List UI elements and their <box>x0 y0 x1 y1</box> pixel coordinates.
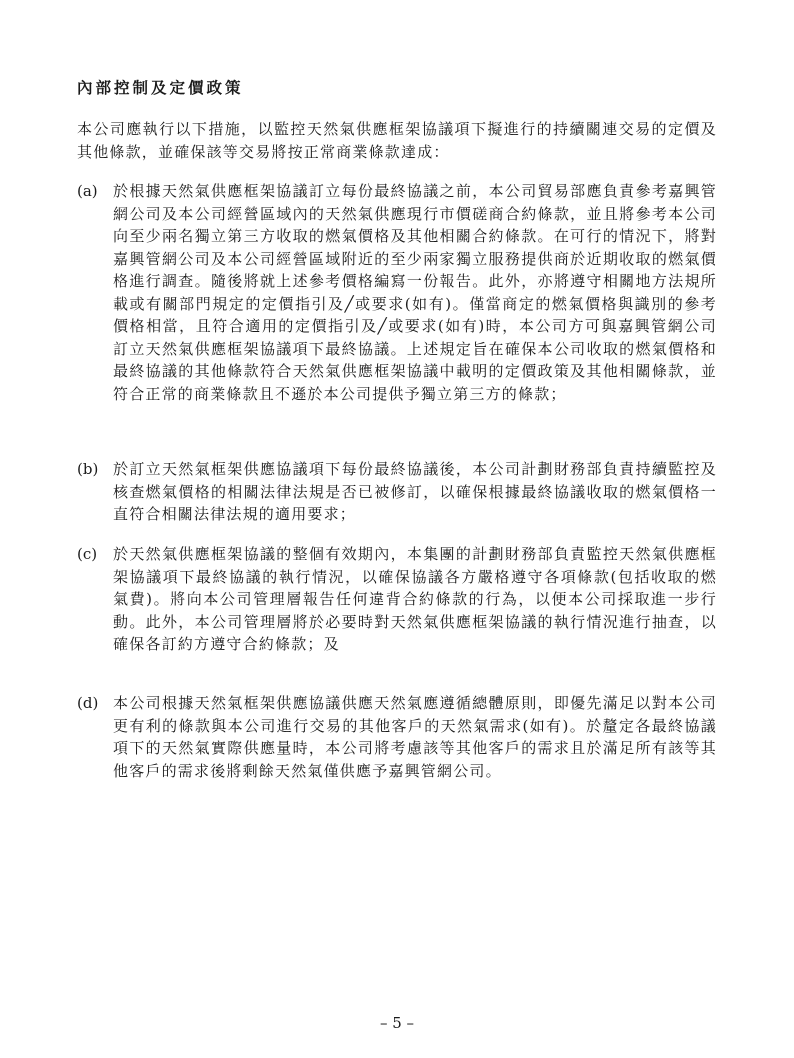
section-heading: 內部控制及定價政策 <box>77 79 244 97</box>
intro-paragraph: 本公司應執行以下措施，以監控天然氣供應框架協議項下擬進行的持續關連交易的定價及其他條款，並確保該等交易將按正常商業條款達成： <box>77 120 717 161</box>
list-item-marker: (c) <box>77 545 98 563</box>
list-item-text: 本公司根據天然氣框架供應協議供應天然氣應遵循總體原則，即優先滿足以對本公司更有利的條款與本公司進行交易的其他客戶的天然氣需求(如有)。於釐定各最終協議項下的天然氣實際供應量時，本公司將考慮該等其他客戶的需求且於滿足所有該等其他客戶的需求後將剩餘天然氣僅供應予嘉興管網公司。 <box>113 694 717 780</box>
list-item-marker: (a) <box>77 182 98 200</box>
list-item-text: 於訂立天然氣框架供應協議項下每份最終協議後，本公司計劃財務部負責持續監控及核查燃氣價格的相關法律法規是否已被修訂，以確保根據最終協議收取的燃氣價格一直符合相關法律法規的適用要求； <box>113 460 717 523</box>
list-item-text: 於天然氣供應框架協議的整個有效期內，本集團的計劃財務部負責監控天然氣供應框架協議項下最終協議的執行情況，以確保協議各方嚴格遵守各項條款(包括收取的燃氣費)。將向本公司管理層報告任何違背合約條款的行為，以便本公司採取進一步行動。此外，本公司管理層將於必要時對天然氣供應框架協議的執行情況進行抽查，以確保各訂約方遵守合約條款；及 <box>113 545 717 653</box>
list-item-marker: (b) <box>77 460 99 478</box>
page-number: – 5 – <box>379 1014 415 1032</box>
list-item-text: 於根據天然氣供應框架協議訂立每份最終協議之前，本公司貿易部應負責參考嘉興管網公司及本公司經營區域內的天然氣供應現行市價磋商合約條款，並且將參考本公司向至少兩名獨立第三方收取的燃氣價格及其他相關合約條款。在可行的情況下，將對嘉興管網公司及本公司經營區域附近的至少兩家獨立服務提供商於近期收取的燃氣價格進行調查。隨後將就上述參考價格編寫一份報告。此外，亦將遵守相關地方法規所載或有關部門規定的定價指引及╱或要求(如有)。僅當商定的燃氣價格與識別的參考價格相當，且符合適用的定價指引及╱或要求(如有)時，本公司方可與嘉興管網公司訂立天然氣供應框架協議項下最終協議。上述規定旨在確保本公司收取的燃氣價格和最終協議的其他條款符合天然氣供應框架協議中載明的定價政策及其他相關條款，並符合正常的商業條款且不遜於本公司提供予獨立第三方的條款； <box>113 182 717 403</box>
list-item-marker: (d) <box>77 694 99 712</box>
